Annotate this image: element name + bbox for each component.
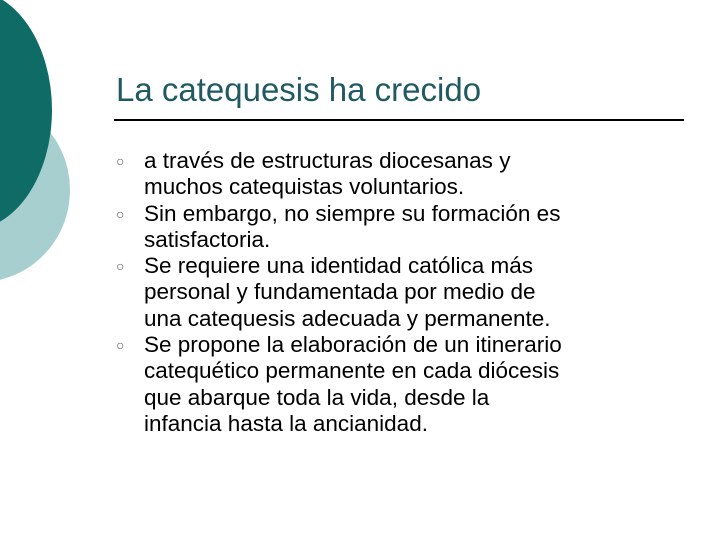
title-divider: [114, 119, 684, 121]
circle-bullet-icon: ○: [116, 258, 125, 275]
bullet-item: [114, 201, 694, 254]
circle-bullet-icon: ○: [116, 337, 125, 354]
bullet-text: Se requiere una identidad católica más personal y fundamentada por medio de una catequesis adecuada y permanente.: [144, 253, 551, 331]
circle-bullet-icon: ○: [116, 153, 125, 169]
slide-title: La catequesis ha crecido: [116, 71, 482, 108]
bullet-list: [114, 148, 694, 437]
bullet-text: Se propone la elaboración de un itinerario catequético permanente en cada diócesis que abarque toda la vida, desde la infancia hasta la ancianidad.: [144, 332, 562, 436]
bullet-text: a través de estructuras diocesanas y muchos catequistas voluntarios.: [144, 148, 511, 200]
circle-bullet-icon: ○: [116, 205, 125, 222]
bullet-text: Sin embargo, no siempre su formación es satisfactoria.: [144, 200, 561, 252]
bullet-item: [114, 332, 694, 437]
corner-decoration: [0, 0, 110, 300]
bullet-item: [114, 253, 694, 332]
bullet-item: [114, 148, 694, 201]
